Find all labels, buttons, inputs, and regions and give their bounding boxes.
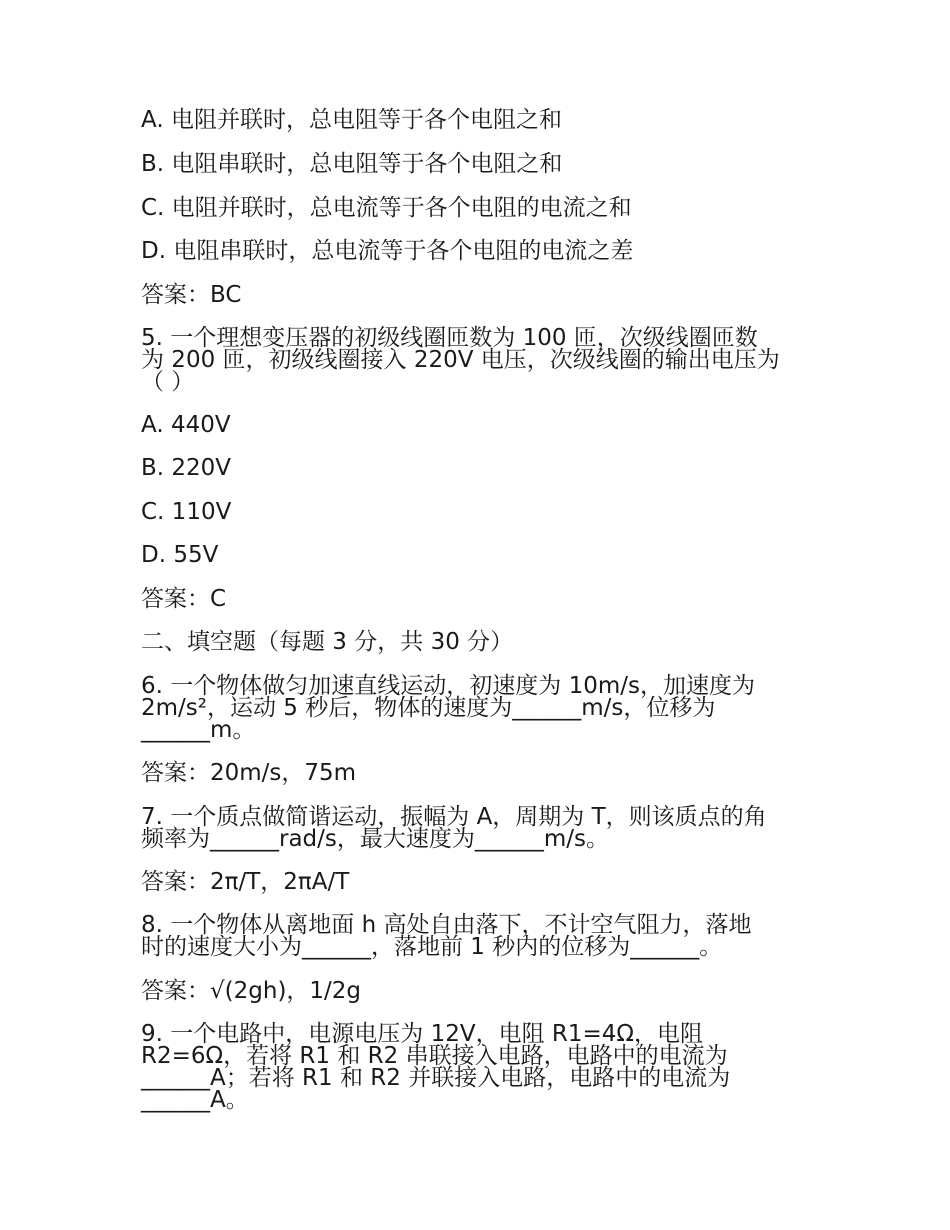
q6-answer: 答案：20m/s，75m <box>141 760 357 786</box>
q5-stem-line-3: （ ） <box>141 369 195 395</box>
q4-option-c: C. 电阻并联时，总电流等于各个电阻的电流之和 <box>141 195 632 221</box>
q9-stem-line-1: 9. 一个电路中，电源电压为 12V，电阻 R1=4Ω，电阻 <box>141 1021 703 1047</box>
q5-option-d: D. 55V <box>141 542 219 568</box>
q5-option-c: C. 110V <box>141 499 232 525</box>
q8-answer: 答案：√(2gh)，1/2g <box>141 978 362 1004</box>
q5-stem-line-1: 5. 一个理想变压器的初级线圈匝数为 100 匝，次级线圈匝数 <box>141 325 758 351</box>
q7-answer: 答案：2π/T，2πA/T <box>141 869 350 895</box>
q8-stem-line-2: 时的速度大小为______，落地前 1 秒内的位移为______。 <box>141 934 723 960</box>
q8-stem-line-1: 8. 一个物体从离地面 h 高处自由落下，不计空气阻力，落地 <box>141 912 752 938</box>
q5-option-a: A. 440V <box>141 412 231 438</box>
q6-stem-line-2: 2m/s²，运动 5 秒后，物体的速度为______m/s，位移为 <box>141 695 716 721</box>
q4-option-d: D. 电阻串联时，总电流等于各个电阻的电流之差 <box>141 238 634 264</box>
q4-answer: 答案：BC <box>141 282 242 308</box>
q6-stem-line-3: ______m。 <box>141 717 256 743</box>
section-2-title: 二、填空题（每题 3 分，共 30 分） <box>141 629 514 655</box>
q9-stem-line-2: R2=6Ω，若将 R1 和 R2 串联接入电路，电路中的电流为 <box>141 1043 728 1069</box>
q5-option-b: B. 220V <box>141 455 232 481</box>
q7-stem-line-2: 频率为______rad/s，最大速度为______m/s。 <box>141 826 610 852</box>
q4-option-b: B. 电阻串联时，总电阻等于各个电阻之和 <box>141 151 563 177</box>
q5-answer: 答案：C <box>141 586 227 612</box>
q7-stem-line-1: 7. 一个质点做简谐运动，振幅为 A，周期为 T，则该质点的角 <box>141 804 767 830</box>
q4-option-a: A. 电阻并联时，总电阻等于各个电阻之和 <box>141 107 562 133</box>
q9-stem-line-4: ______A。 <box>141 1087 249 1113</box>
q6-stem-line-1: 6. 一个物体做匀加速直线运动，初速度为 10m/s，加速度为 <box>141 673 755 699</box>
q9-stem-line-3: ______A；若将 R1 和 R2 并联接入电路，电路中的电流为 <box>141 1065 731 1091</box>
q5-stem-line-2: 为 200 匝，初级线圈接入 220V 电压，次级线圈的输出电压为 <box>141 347 780 373</box>
